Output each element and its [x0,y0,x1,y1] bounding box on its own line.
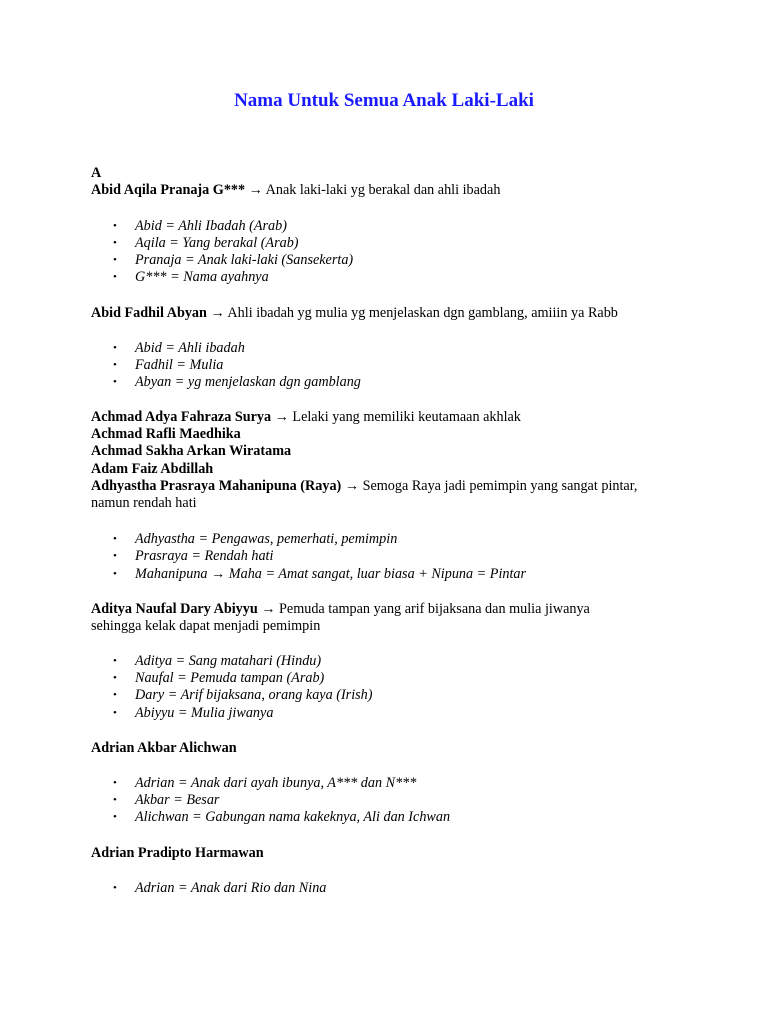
entry-name: Achmad Adya Fahraza Surya [91,409,272,425]
entry-meaning: → Semoga Raya jadi pemimpin yang sangat pintar, [344,478,638,494]
entry-adam-faiz [91,461,691,478]
entry-meaning: → Lelaki yang memiliki keutamaan akhlak [274,409,521,425]
entry-name: Adam Faiz Abdillah [91,461,214,477]
entry-achmad-adya [91,409,691,426]
entry-abid-fadhil [91,305,691,322]
entry-meaning: → Anak laki-laki yg berakal dan ahli ibadah [248,182,501,198]
entry-achmad-sakha [91,443,691,460]
entry-adrian-pradipto [91,845,691,862]
entry-name: Aditya Naufal Dary Abiyyu [91,601,258,617]
section-letter: A [91,165,102,181]
entry-name: Achmad Sakha Arkan Wiratama [91,443,292,459]
entry-meaning: → Ahli ibadah yg mulia yg menjelaskan dgn gamblang, amiiin ya Rabb [210,305,618,321]
entry-abid-aqila [91,182,691,199]
entry-name: Abid Fadhil Abyan [91,305,207,321]
entry-name: Achmad Rafli Maedhika [91,426,241,442]
entry-aditya-continuation: sehingga kelak dapat menjadi pemimpin [91,618,321,634]
entry-name: Adhyastha Prasraya Mahanipuna (Raya) [91,478,342,494]
entry-achmad-rafli [91,426,691,443]
entry-name: Adrian Akbar Alichwan [91,740,237,756]
entry-adhyastha-continuation: namun rendah hati [91,495,197,511]
entry-name: Adrian Pradipto Harmawan [91,845,264,861]
page-title: Nama Untuk Semua Anak Laki-Laki [234,90,534,111]
entry-adrian-akbar [91,740,691,757]
entry-meaning: → Pemuda tampan yang arif bijaksana dan mulia jiwanya [261,601,590,617]
entry-aditya [91,601,691,618]
entry-adhyastha [91,478,691,495]
document-page: Nama Untuk Semua Anak Laki-Laki A Abid Aqila Pranaja G*** → Anak laki-laki yg berakal dan ahli ibadah • Abid = Ahli Ibadah (Arab) • Aqila = Yang berakal (Arab) • Pranaja = Anak laki-laki (Sansekerta) • G*** = Nama ayahnya Abid Fadhil Abyan → Ahli ibadah yg mulia yg menjelaskan dgn gamblang, amiiin ya Rabb • Abid = Ahli ibadah • Fadhil = Mulia • Abyan = yg menjelaskan dgn gamblang Achmad Adya Fahraza Surya → Lelaki yang memiliki keutamaan akhlak Achmad Rafli Maedhika Achmad Sakha Arkan Wiratama Adam Faiz Abdillah Adhyastha Prasraya Mahanipuna (Raya) → Semoga Raya jadi pemimpin yang sangat pintar, namun rendah hati • Adhyastha = Pengawas, pemerhati, pemimpin • Prasraya = Rendah hati • Mahanipuna → Maha = Amat sangat, luar biasa + Nipuna = Pintar Aditya Naufal Dary Abiyyu → Pemuda tampan yang arif bijaksana dan mulia jiwanya sehingga kelak dapat menjadi pemimpin • Aditya = Sang matahari (Hindu) • Naufal = Pemuda tampan (Arab) • Dary = Arif bijaksana, orang kaya (Irish) • Abiyyu = Mulia jiwanya Adrian Akbar Alichwan • Adrian = Anak dari ayah ibunya, A*** dan N*** • Akbar = Besar • Alichwan = Gabungan nama kakeknya, Ali dan Ichwan Adrian Pradipto Harmawan • Adrian = Anak dari Rio dan Nina [0,0,768,1024]
entry-name: Abid Aqila Pranaja G*** [91,182,246,198]
